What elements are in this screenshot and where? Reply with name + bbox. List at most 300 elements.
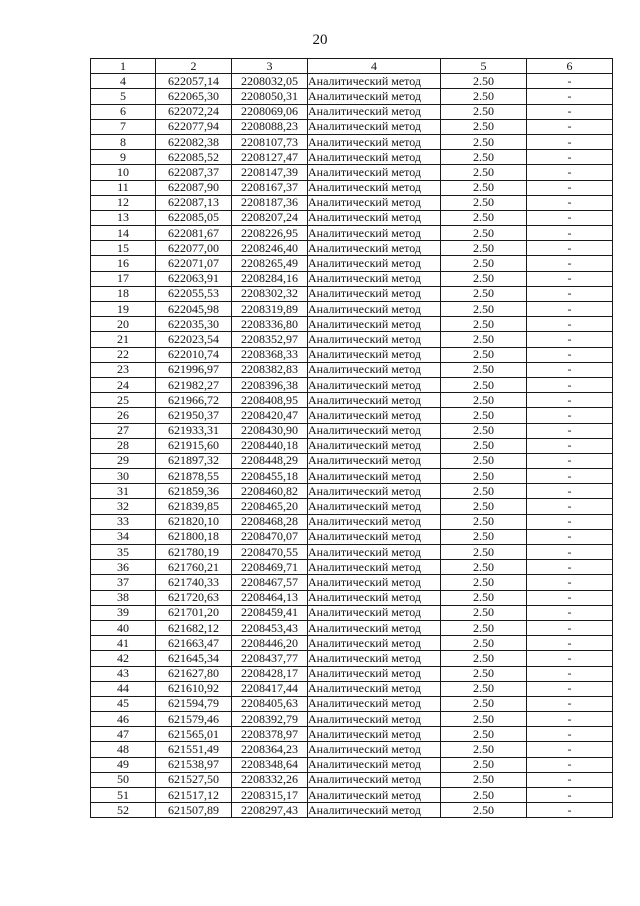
method-cell: Аналитический метод <box>308 256 441 271</box>
point-number-cell: 44 <box>91 681 156 696</box>
note-cell: - <box>527 104 613 119</box>
y-coordinate-cell: 2208050,31 <box>232 89 308 104</box>
note-cell: - <box>527 529 613 544</box>
table-row <box>91 514 613 529</box>
coordinates-table <box>90 58 613 818</box>
point-number-cell: 14 <box>91 226 156 241</box>
precision-cell: 2.50 <box>441 514 527 529</box>
point-number-cell: 49 <box>91 757 156 772</box>
precision-cell: 2.50 <box>441 302 527 317</box>
x-coordinate-cell: 622077,94 <box>156 119 232 134</box>
x-coordinate-cell: 621720,63 <box>156 590 232 605</box>
point-number-cell: 46 <box>91 712 156 727</box>
table-row <box>91 727 613 742</box>
note-cell: - <box>527 651 613 666</box>
table-row <box>91 742 613 757</box>
y-coordinate-cell: 2208455,18 <box>232 469 308 484</box>
x-coordinate-cell: 622087,13 <box>156 195 232 210</box>
x-coordinate-cell: 621565,01 <box>156 727 232 742</box>
y-coordinate-cell: 2208302,32 <box>232 286 308 301</box>
precision-cell: 2.50 <box>441 347 527 362</box>
point-number-cell: 30 <box>91 469 156 484</box>
method-cell: Аналитический метод <box>308 408 441 423</box>
method-cell: Аналитический метод <box>308 560 441 575</box>
method-cell: Аналитический метод <box>308 803 441 818</box>
precision-cell: 2.50 <box>441 317 527 332</box>
y-coordinate-cell: 2208107,73 <box>232 134 308 149</box>
precision-cell: 2.50 <box>441 469 527 484</box>
point-number-cell: 32 <box>91 499 156 514</box>
note-cell: - <box>527 636 613 651</box>
column-header: 5 <box>441 59 527 74</box>
page-number: 20 <box>312 32 328 48</box>
precision-cell: 2.50 <box>441 89 527 104</box>
method-cell: Аналитический метод <box>308 210 441 225</box>
y-coordinate-cell: 2208336,80 <box>232 317 308 332</box>
point-number-cell: 31 <box>91 484 156 499</box>
column-header: 6 <box>527 59 613 74</box>
note-cell: - <box>527 772 613 787</box>
method-cell: Аналитический метод <box>308 529 441 544</box>
y-coordinate-cell: 2208396,38 <box>232 377 308 392</box>
method-cell: Аналитический метод <box>308 696 441 711</box>
precision-cell: 2.50 <box>441 772 527 787</box>
table-row <box>91 104 613 119</box>
point-number-cell: 4 <box>91 74 156 89</box>
x-coordinate-cell: 621682,12 <box>156 620 232 635</box>
y-coordinate-cell: 2208459,41 <box>232 605 308 620</box>
y-coordinate-cell: 2208127,47 <box>232 150 308 165</box>
x-coordinate-cell: 621780,19 <box>156 545 232 560</box>
x-coordinate-cell: 621800,18 <box>156 529 232 544</box>
y-coordinate-cell: 2208297,43 <box>232 803 308 818</box>
x-coordinate-cell: 622077,00 <box>156 241 232 256</box>
y-coordinate-cell: 2208088,23 <box>232 119 308 134</box>
x-coordinate-cell: 621701,20 <box>156 605 232 620</box>
x-coordinate-cell: 622085,52 <box>156 150 232 165</box>
point-number-cell: 22 <box>91 347 156 362</box>
precision-cell: 2.50 <box>441 529 527 544</box>
point-number-cell: 36 <box>91 560 156 575</box>
note-cell: - <box>527 560 613 575</box>
y-coordinate-cell: 2208460,82 <box>232 484 308 499</box>
y-coordinate-cell: 2208446,20 <box>232 636 308 651</box>
method-cell: Аналитический метод <box>308 302 441 317</box>
table-row <box>91 453 613 468</box>
precision-cell: 2.50 <box>441 134 527 149</box>
point-number-cell: 51 <box>91 788 156 803</box>
method-cell: Аналитический метод <box>308 772 441 787</box>
y-coordinate-cell: 2208470,07 <box>232 529 308 544</box>
note-cell: - <box>527 469 613 484</box>
table-row <box>91 119 613 134</box>
method-cell: Аналитический метод <box>308 362 441 377</box>
note-cell: - <box>527 453 613 468</box>
table-row <box>91 605 613 620</box>
y-coordinate-cell: 2208392,79 <box>232 712 308 727</box>
x-coordinate-cell: 622065,30 <box>156 89 232 104</box>
y-coordinate-cell: 2208368,33 <box>232 347 308 362</box>
note-cell: - <box>527 803 613 818</box>
x-coordinate-cell: 621551,49 <box>156 742 232 757</box>
precision-cell: 2.50 <box>441 104 527 119</box>
method-cell: Аналитический метод <box>308 681 441 696</box>
note-cell: - <box>527 575 613 590</box>
table-row <box>91 317 613 332</box>
precision-cell: 2.50 <box>441 377 527 392</box>
note-cell: - <box>527 590 613 605</box>
x-coordinate-cell: 621627,80 <box>156 666 232 681</box>
method-cell: Аналитический метод <box>308 317 441 332</box>
x-coordinate-cell: 622057,14 <box>156 74 232 89</box>
x-coordinate-cell: 621839,85 <box>156 499 232 514</box>
precision-cell: 2.50 <box>441 74 527 89</box>
table-row <box>91 529 613 544</box>
y-coordinate-cell: 2208464,13 <box>232 590 308 605</box>
method-cell: Аналитический метод <box>308 393 441 408</box>
precision-cell: 2.50 <box>441 651 527 666</box>
note-cell: - <box>527 74 613 89</box>
precision-cell: 2.50 <box>441 150 527 165</box>
note-cell: - <box>527 742 613 757</box>
y-coordinate-cell: 2208465,20 <box>232 499 308 514</box>
y-coordinate-cell: 2208382,83 <box>232 362 308 377</box>
column-header: 4 <box>308 59 441 74</box>
table-row <box>91 408 613 423</box>
table-row <box>91 74 613 89</box>
x-coordinate-cell: 622055,53 <box>156 286 232 301</box>
column-header: 3 <box>232 59 308 74</box>
y-coordinate-cell: 2208265,49 <box>232 256 308 271</box>
note-cell: - <box>527 393 613 408</box>
y-coordinate-cell: 2208246,40 <box>232 241 308 256</box>
table-row <box>91 195 613 210</box>
y-coordinate-cell: 2208428,17 <box>232 666 308 681</box>
method-cell: Аналитический метод <box>308 712 441 727</box>
point-number-cell: 50 <box>91 772 156 787</box>
note-cell: - <box>527 150 613 165</box>
precision-cell: 2.50 <box>441 742 527 757</box>
y-coordinate-cell: 2208420,47 <box>232 408 308 423</box>
table-row <box>91 180 613 195</box>
y-coordinate-cell: 2208430,90 <box>232 423 308 438</box>
note-cell: - <box>527 332 613 347</box>
method-cell: Аналитический метод <box>308 332 441 347</box>
point-number-cell: 7 <box>91 119 156 134</box>
table-header-row <box>91 59 613 74</box>
note-cell: - <box>527 696 613 711</box>
method-cell: Аналитический метод <box>308 788 441 803</box>
y-coordinate-cell: 2208147,39 <box>232 165 308 180</box>
method-cell: Аналитический метод <box>308 150 441 165</box>
table-row <box>91 469 613 484</box>
method-cell: Аналитический метод <box>308 195 441 210</box>
x-coordinate-cell: 621610,92 <box>156 681 232 696</box>
x-coordinate-cell: 621538,97 <box>156 757 232 772</box>
precision-cell: 2.50 <box>441 180 527 195</box>
table-row <box>91 696 613 711</box>
method-cell: Аналитический метод <box>308 757 441 772</box>
method-cell: Аналитический метод <box>308 636 441 651</box>
method-cell: Аналитический метод <box>308 74 441 89</box>
table-row <box>91 256 613 271</box>
note-cell: - <box>527 347 613 362</box>
point-number-cell: 41 <box>91 636 156 651</box>
y-coordinate-cell: 2208032,05 <box>232 74 308 89</box>
point-number-cell: 18 <box>91 286 156 301</box>
x-coordinate-cell: 621760,21 <box>156 560 232 575</box>
x-coordinate-cell: 621982,27 <box>156 377 232 392</box>
y-coordinate-cell: 2208467,57 <box>232 575 308 590</box>
precision-cell: 2.50 <box>441 453 527 468</box>
x-coordinate-cell: 621996,97 <box>156 362 232 377</box>
y-coordinate-cell: 2208187,36 <box>232 195 308 210</box>
precision-cell: 2.50 <box>441 605 527 620</box>
y-coordinate-cell: 2208348,64 <box>232 757 308 772</box>
table-row <box>91 332 613 347</box>
table-row <box>91 271 613 286</box>
precision-cell: 2.50 <box>441 788 527 803</box>
precision-cell: 2.50 <box>441 210 527 225</box>
point-number-cell: 15 <box>91 241 156 256</box>
table-row <box>91 788 613 803</box>
method-cell: Аналитический метод <box>308 605 441 620</box>
x-coordinate-cell: 621950,37 <box>156 408 232 423</box>
table-row <box>91 712 613 727</box>
note-cell: - <box>527 681 613 696</box>
precision-cell: 2.50 <box>441 681 527 696</box>
table-row <box>91 772 613 787</box>
x-coordinate-cell: 621740,33 <box>156 575 232 590</box>
table-row <box>91 241 613 256</box>
y-coordinate-cell: 2208167,37 <box>232 180 308 195</box>
y-coordinate-cell: 2208284,16 <box>232 271 308 286</box>
precision-cell: 2.50 <box>441 484 527 499</box>
y-coordinate-cell: 2208470,55 <box>232 545 308 560</box>
point-number-cell: 26 <box>91 408 156 423</box>
y-coordinate-cell: 2208319,89 <box>232 302 308 317</box>
table-row <box>91 150 613 165</box>
table-row <box>91 651 613 666</box>
precision-cell: 2.50 <box>441 727 527 742</box>
x-coordinate-cell: 621645,34 <box>156 651 232 666</box>
x-coordinate-cell: 622023,54 <box>156 332 232 347</box>
precision-cell: 2.50 <box>441 241 527 256</box>
method-cell: Аналитический метод <box>308 651 441 666</box>
point-number-cell: 9 <box>91 150 156 165</box>
note-cell: - <box>527 226 613 241</box>
note-cell: - <box>527 317 613 332</box>
note-cell: - <box>527 134 613 149</box>
y-coordinate-cell: 2208417,44 <box>232 681 308 696</box>
precision-cell: 2.50 <box>441 499 527 514</box>
precision-cell: 2.50 <box>441 560 527 575</box>
point-number-cell: 33 <box>91 514 156 529</box>
y-coordinate-cell: 2208226,95 <box>232 226 308 241</box>
x-coordinate-cell: 621897,32 <box>156 453 232 468</box>
x-coordinate-cell: 621594,79 <box>156 696 232 711</box>
y-coordinate-cell: 2208315,17 <box>232 788 308 803</box>
precision-cell: 2.50 <box>441 408 527 423</box>
column-header: 2 <box>156 59 232 74</box>
note-cell: - <box>527 620 613 635</box>
precision-cell: 2.50 <box>441 423 527 438</box>
method-cell: Аналитический метод <box>308 484 441 499</box>
precision-cell: 2.50 <box>441 119 527 134</box>
point-number-cell: 19 <box>91 302 156 317</box>
method-cell: Аналитический метод <box>308 590 441 605</box>
note-cell: - <box>527 712 613 727</box>
precision-cell: 2.50 <box>441 636 527 651</box>
note-cell: - <box>527 484 613 499</box>
precision-cell: 2.50 <box>441 226 527 241</box>
precision-cell: 2.50 <box>441 696 527 711</box>
table-row <box>91 484 613 499</box>
note-cell: - <box>527 408 613 423</box>
point-number-cell: 38 <box>91 590 156 605</box>
table-row <box>91 362 613 377</box>
point-number-cell: 34 <box>91 529 156 544</box>
precision-cell: 2.50 <box>441 165 527 180</box>
precision-cell: 2.50 <box>441 575 527 590</box>
point-number-cell: 47 <box>91 727 156 742</box>
point-number-cell: 8 <box>91 134 156 149</box>
point-number-cell: 42 <box>91 651 156 666</box>
precision-cell: 2.50 <box>441 545 527 560</box>
note-cell: - <box>527 89 613 104</box>
table-row <box>91 545 613 560</box>
method-cell: Аналитический метод <box>308 226 441 241</box>
method-cell: Аналитический метод <box>308 165 441 180</box>
note-cell: - <box>527 302 613 317</box>
point-number-cell: 13 <box>91 210 156 225</box>
x-coordinate-cell: 621820,10 <box>156 514 232 529</box>
note-cell: - <box>527 165 613 180</box>
table-row <box>91 636 613 651</box>
y-coordinate-cell: 2208378,97 <box>232 727 308 742</box>
method-cell: Аналитический метод <box>308 499 441 514</box>
table-row <box>91 560 613 575</box>
table-row <box>91 575 613 590</box>
table-row <box>91 377 613 392</box>
y-coordinate-cell: 2208437,77 <box>232 651 308 666</box>
precision-cell: 2.50 <box>441 271 527 286</box>
table-row <box>91 620 613 635</box>
method-cell: Аналитический метод <box>308 620 441 635</box>
note-cell: - <box>527 210 613 225</box>
table-row <box>91 757 613 772</box>
x-coordinate-cell: 622087,90 <box>156 180 232 195</box>
point-number-cell: 24 <box>91 377 156 392</box>
note-cell: - <box>527 757 613 772</box>
table-row <box>91 286 613 301</box>
x-coordinate-cell: 621933,31 <box>156 423 232 438</box>
point-number-cell: 17 <box>91 271 156 286</box>
precision-cell: 2.50 <box>441 803 527 818</box>
table-row <box>91 681 613 696</box>
precision-cell: 2.50 <box>441 590 527 605</box>
point-number-cell: 37 <box>91 575 156 590</box>
x-coordinate-cell: 621517,12 <box>156 788 232 803</box>
point-number-cell: 48 <box>91 742 156 757</box>
table-body <box>91 74 613 818</box>
x-coordinate-cell: 622072,24 <box>156 104 232 119</box>
method-cell: Аналитический метод <box>308 347 441 362</box>
method-cell: Аналитический метод <box>308 666 441 681</box>
note-cell: - <box>527 727 613 742</box>
point-number-cell: 16 <box>91 256 156 271</box>
x-coordinate-cell: 621966,72 <box>156 393 232 408</box>
table-row <box>91 590 613 605</box>
note-cell: - <box>527 423 613 438</box>
y-coordinate-cell: 2208069,06 <box>232 104 308 119</box>
method-cell: Аналитический метод <box>308 742 441 757</box>
method-cell: Аналитический метод <box>308 575 441 590</box>
precision-cell: 2.50 <box>441 332 527 347</box>
table-row <box>91 165 613 180</box>
point-number-cell: 12 <box>91 195 156 210</box>
precision-cell: 2.50 <box>441 712 527 727</box>
x-coordinate-cell: 622087,37 <box>156 165 232 180</box>
point-number-cell: 40 <box>91 620 156 635</box>
method-cell: Аналитический метод <box>308 180 441 195</box>
table-row <box>91 438 613 453</box>
precision-cell: 2.50 <box>441 286 527 301</box>
method-cell: Аналитический метод <box>308 727 441 742</box>
note-cell: - <box>527 286 613 301</box>
table-row <box>91 393 613 408</box>
method-cell: Аналитический метод <box>308 423 441 438</box>
x-coordinate-cell: 621878,55 <box>156 469 232 484</box>
note-cell: - <box>527 514 613 529</box>
precision-cell: 2.50 <box>441 393 527 408</box>
note-cell: - <box>527 499 613 514</box>
x-coordinate-cell: 622010,74 <box>156 347 232 362</box>
table-row <box>91 803 613 818</box>
table-row <box>91 302 613 317</box>
method-cell: Аналитический метод <box>308 134 441 149</box>
x-coordinate-cell: 622071,07 <box>156 256 232 271</box>
method-cell: Аналитический метод <box>308 119 441 134</box>
x-coordinate-cell: 622045,98 <box>156 302 232 317</box>
precision-cell: 2.50 <box>441 195 527 210</box>
point-number-cell: 20 <box>91 317 156 332</box>
x-coordinate-cell: 621915,60 <box>156 438 232 453</box>
point-number-cell: 21 <box>91 332 156 347</box>
point-number-cell: 5 <box>91 89 156 104</box>
note-cell: - <box>527 195 613 210</box>
table-row <box>91 347 613 362</box>
point-number-cell: 43 <box>91 666 156 681</box>
note-cell: - <box>527 362 613 377</box>
method-cell: Аналитический метод <box>308 377 441 392</box>
note-cell: - <box>527 438 613 453</box>
point-number-cell: 23 <box>91 362 156 377</box>
x-coordinate-cell: 622063,91 <box>156 271 232 286</box>
y-coordinate-cell: 2208364,23 <box>232 742 308 757</box>
table-row <box>91 210 613 225</box>
x-coordinate-cell: 622081,67 <box>156 226 232 241</box>
precision-cell: 2.50 <box>441 757 527 772</box>
method-cell: Аналитический метод <box>308 286 441 301</box>
point-number-cell: 11 <box>91 180 156 195</box>
method-cell: Аналитический метод <box>308 438 441 453</box>
table-row <box>91 134 613 149</box>
method-cell: Аналитический метод <box>308 271 441 286</box>
point-number-cell: 25 <box>91 393 156 408</box>
method-cell: Аналитический метод <box>308 89 441 104</box>
table-row <box>91 89 613 104</box>
